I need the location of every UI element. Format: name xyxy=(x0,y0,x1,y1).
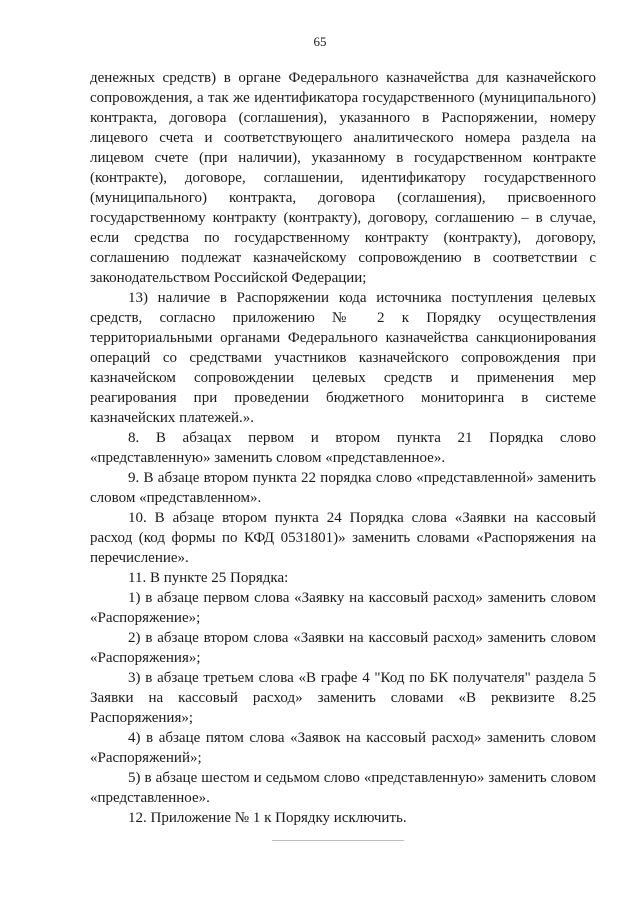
page-number: 65 xyxy=(313,34,327,49)
paragraph-point-8: 8. В абзацах первом и втором пункта 21 Порядка слово «представленную» заменить словом «представленное». xyxy=(90,430,596,466)
paragraph-item-13: 13) наличие в Распоряжении кода источника поступления целевых средств, согласно приложению № 2 к Порядку осуществления территориальными органами Федерального казначейства санкционирования операций со средствами участников казначейского сопровождения при казначейском сопровождении целевых средств и применения мер реагирования при проведении бюджетного мониторинга в системе казначейских платежей.». xyxy=(90,290,596,426)
paragraph-point-9: 9. В абзаце втором пункта 22 порядка слово «представленной» заменить словом «представленном». xyxy=(90,470,596,506)
paragraph-point-10: 10. В абзаце втором пункта 24 Порядка слова «Заявки на кассовый расход (код формы по КФД 0531801)» заменить словами «Распоряжения на перечисление». xyxy=(90,510,596,566)
paragraph-subitem-5: 5) в абзаце шестом и седьмом слово «представленную» заменить словом «представленное». xyxy=(90,770,596,806)
paragraph-point-11: 11. В пункте 25 Порядка: xyxy=(128,570,289,586)
footer-divider xyxy=(272,840,404,841)
paragraph-continuation: денежных средств) в органе Федерального казначейства для казначейского сопровождения, а так же идентификатора государственного (муниципального) контракта, договора (соглашения), указанного в Распоряжении, номеру лицевого счета и соответствующего аналитического номера раздела на лицевом счете (при наличии), указанному в государственном контракте (контракте), договоре, соглашении, идентификатору государственного (муниципального) контракта, договора (соглашения), присвоенного государственному контракту (контракту), договору, соглашению – в случае, если средства по государственному контракту (контракту), договору, соглашению подлежат казначейскому сопровождению в соответствии с законодательством Российской Федерации; xyxy=(90,70,596,286)
paragraph-subitem-4: 4) в абзаце пятом слова «Заявок на кассовый расход» заменить словом «Распоряжений»; xyxy=(90,730,596,766)
paragraph-point-12: 12. Приложение № 1 к Порядку исключить. xyxy=(128,810,407,826)
paragraph-subitem-3: 3) в абзаце третьем слова «В графе 4 "Код по БК получателя" раздела 5 Заявки на кассовый расход» заменить словами «В реквизите 8.25 Распоряжения»; xyxy=(90,670,596,726)
paragraph-subitem-1: 1) в абзаце первом слова «Заявку на кассовый расход» заменить словом «Распоряжение»; xyxy=(90,590,596,626)
document-body xyxy=(90,68,596,828)
paragraph-subitem-2: 2) в абзаце втором слова «Заявки на кассовый расход» заменить словом «Распоряжения»; xyxy=(90,630,596,666)
